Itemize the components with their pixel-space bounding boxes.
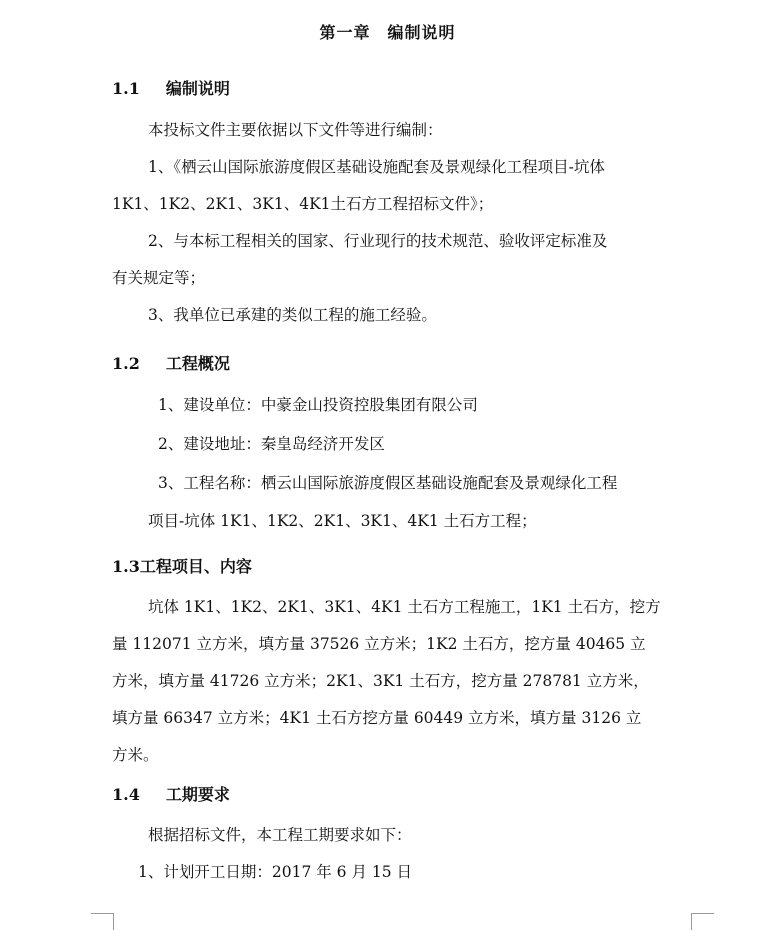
list-item: 2、建设地址：秦皇岛经济开发区 (158, 435, 385, 453)
list-item-continuation: 有关规定等； (112, 269, 206, 287)
section-title: 工期要求 (165, 785, 230, 804)
section-heading-1-4 (112, 782, 230, 805)
page-margin-mark-left (91, 913, 114, 930)
section-title: 编制说明 (165, 79, 230, 98)
section-number: 1.2 (112, 354, 140, 373)
paragraph-line: 坑体 1K1、1K2、2K1、3K1、4K1 土石方工程施工，1K1 土石方，挖方 (148, 598, 661, 616)
paragraph-line: 方米。 (112, 746, 159, 764)
section-1-2-body (112, 386, 692, 540)
chapter-title: 第一章 编制说明 (319, 23, 456, 42)
section-title: 工程概况 (165, 354, 230, 373)
paragraph-line: 方米，填方量 41726 立方米；2K1、3K1 土石方，挖方量 278781 立方米， (112, 672, 649, 690)
list-item: 1、《栖云山国际旅游度假区基础设施配套及景观绿化工程项目-坑体 (148, 158, 605, 176)
list-item: 3、我单位已承建的类似工程的施工经验。 (148, 306, 437, 324)
list-item: 2、与本标工程相关的国家、行业现行的技术规范、验收评定标准及 (148, 232, 608, 250)
list-item: 3、工程名称：栖云山国际旅游度假区基础设施配套及景观绿化工程 (158, 474, 618, 492)
section-heading-1-3: 1.3工程项目、内容 (112, 557, 252, 576)
section-1-3-body (112, 589, 692, 774)
list-item: 1、计划开工日期：2017 年 6 月 15 日 (138, 863, 413, 881)
list-item-continuation: 1K1、1K2、2K1、3K1、4K1土石方工程招标文件》； (112, 195, 494, 213)
list-item: 1、建设单位：中豪金山投资控股集团有限公司 (158, 396, 478, 414)
section-heading-1-1 (112, 76, 230, 99)
paragraph: 本投标文件主要依据以下文件等进行编制： (148, 121, 443, 139)
section-1-1-body (112, 112, 692, 334)
paragraph-line: 填方量 66347 立方米；4K1 土石方挖方量 60449 立方米，填方量 3126 立 (112, 709, 642, 727)
paragraph-line: 量 112071 立方米，填方量 37526 立方米；1K2 土石方，挖方量 40465 立 (112, 635, 646, 653)
paragraph: 根据招标文件，本工程工期要求如下： (148, 826, 412, 844)
section-number: 1.4 (112, 785, 140, 804)
section-heading-1-2 (112, 351, 230, 374)
list-item-continuation: 项目-坑体 1K1、1K2、2K1、3K1、4K1 土石方工程； (148, 512, 537, 530)
section-number: 1.1 (112, 79, 140, 98)
page-margin-mark-right (691, 913, 714, 930)
section-1-4-body (112, 817, 692, 891)
